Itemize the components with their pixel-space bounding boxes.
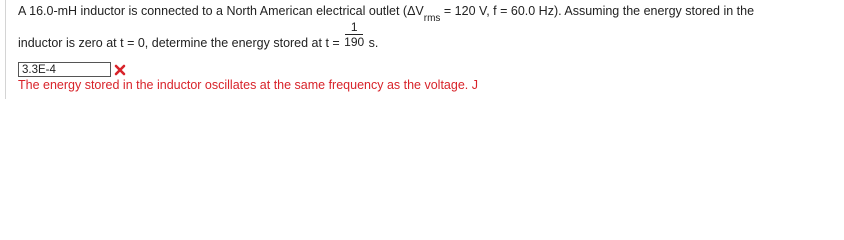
fraction-numerator: 1	[350, 20, 358, 34]
rms-subscript: rms	[423, 13, 441, 24]
question-text-part: s.	[365, 36, 379, 50]
question-line-2	[18, 20, 379, 50]
question-line-1	[18, 4, 755, 24]
question-text-part: inductor is zero at t = 0, determine the energy stored at t =	[18, 36, 344, 50]
time-fraction	[343, 20, 365, 49]
question-text-part: A 16.0-mH inductor is connected to a North American electrical outlet (ΔV	[18, 4, 424, 18]
feedback-message: The energy stored in the inductor oscillates at the same frequency as the voltage. J	[18, 78, 478, 92]
left-border	[5, 0, 6, 99]
fraction-denominator: 190	[344, 35, 365, 49]
answer-input[interactable]	[18, 62, 111, 77]
incorrect-x-icon	[114, 64, 126, 76]
question-text-part: = 120 V, f = 60.0 Hz). Assuming the energy stored in the	[440, 4, 755, 18]
answer-row	[18, 62, 126, 77]
